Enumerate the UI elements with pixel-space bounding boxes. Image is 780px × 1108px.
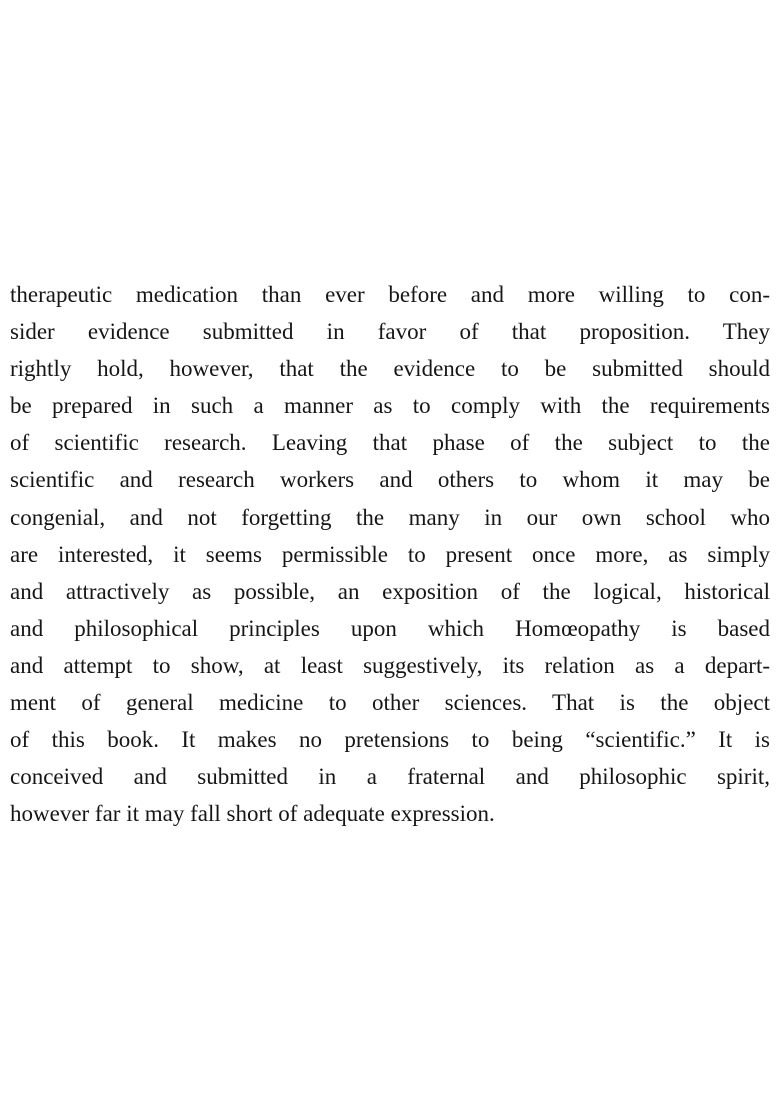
text-line: of scientific research. Leaving that phase of the subject to the [10, 430, 770, 456]
text-line: rightly hold, however, that the evidence to be submitted should [10, 356, 770, 382]
text-line: sider evidence submitted in favor of that proposition. They [10, 319, 770, 345]
text-line: congenial, and not forgetting the many in our own school who [10, 504, 770, 530]
text-line: and philosophical principles upon which Homœopathy is based [10, 615, 770, 641]
text-line: ment of general medicine to other sciences. That is the object [10, 690, 770, 716]
text-line: conceived and submitted in a fraternal and philosophic spirit, [10, 764, 770, 790]
text-line: are interested, it seems permissible to present once more, as simply [10, 541, 770, 567]
text-line: however far it may fall short of adequate expression. [10, 801, 495, 827]
text-line: be prepared in such a manner as to comply with the requirements [10, 393, 770, 419]
text-line: and attempt to show, at least suggestively, its relation as a depart- [10, 652, 770, 678]
text-line: therapeutic medication than ever before and more willing to con- [10, 282, 770, 307]
text-line: and attractively as possible, an exposition of the logical, historical [10, 578, 770, 604]
body-paragraph [10, 276, 770, 832]
text-line: of this book. It makes no pretensions to being “scientific.” It is [10, 727, 770, 753]
text-line: scientific and research workers and others to whom it may be [10, 467, 770, 493]
